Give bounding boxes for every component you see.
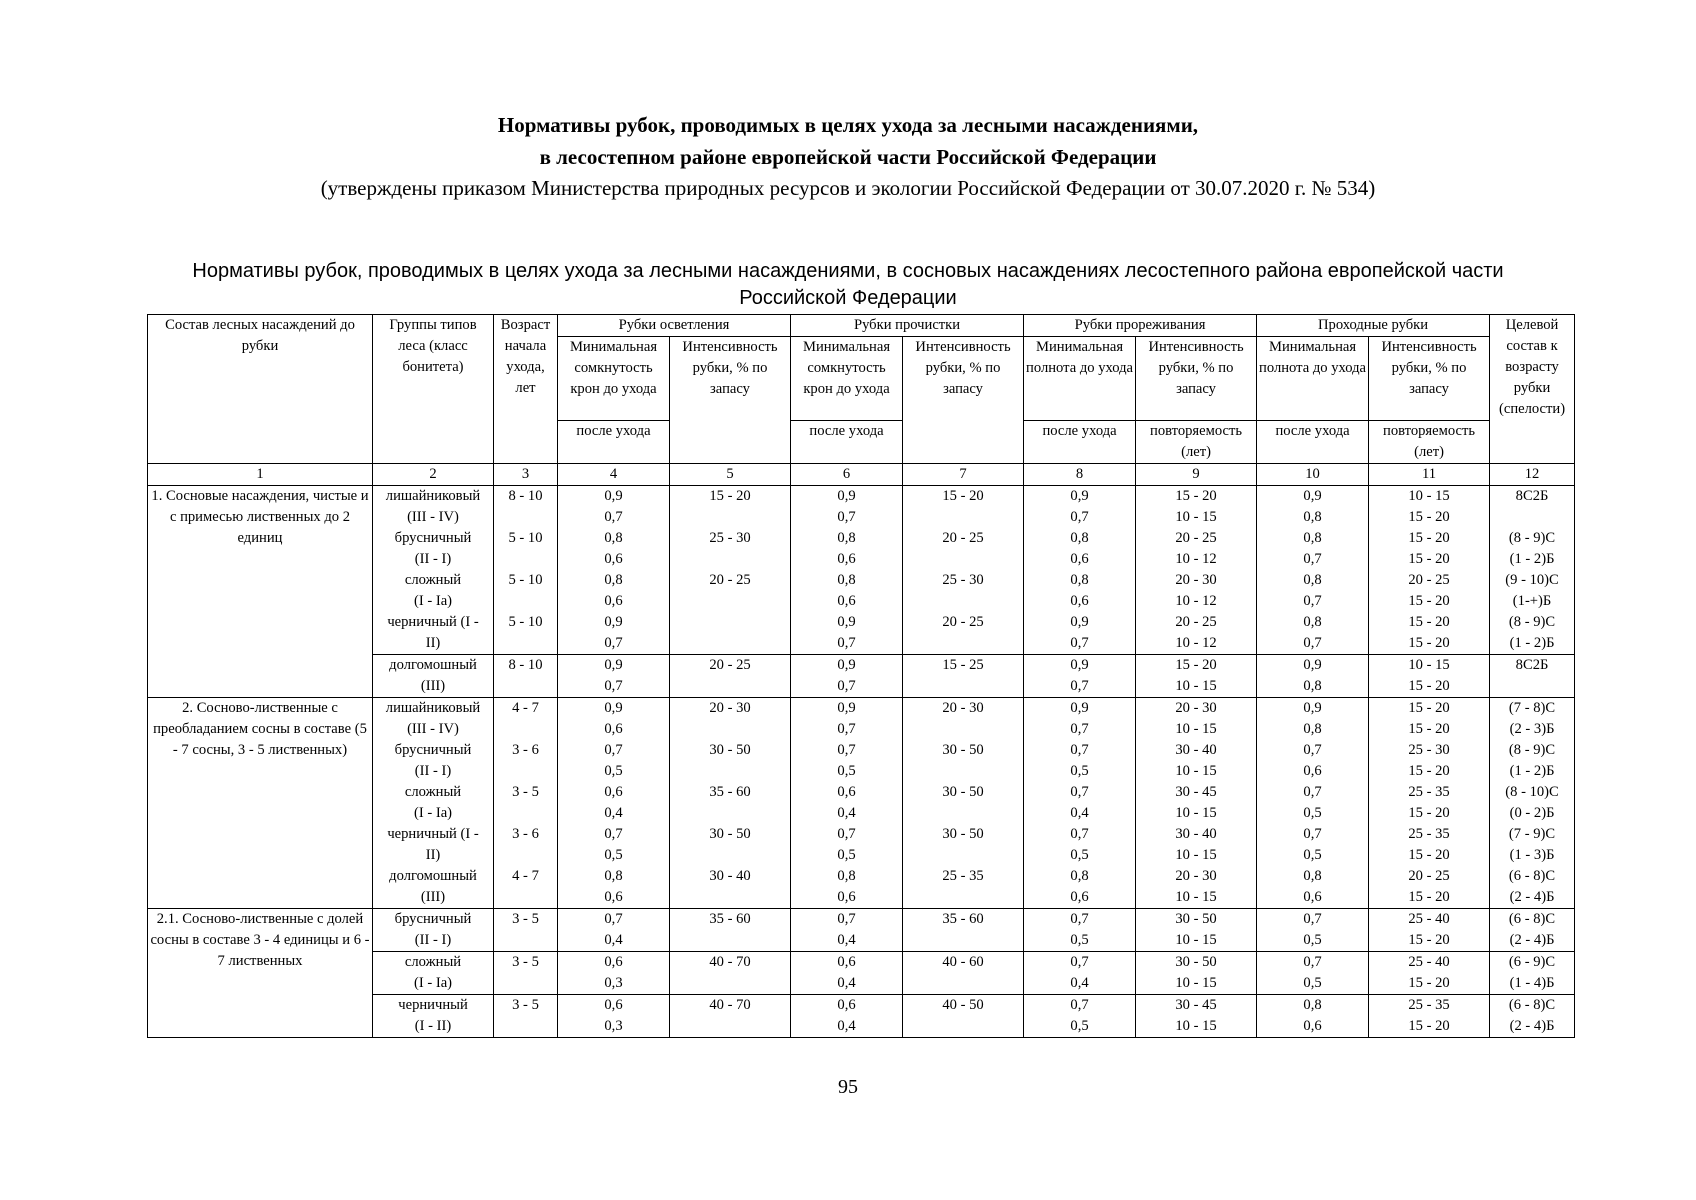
value-cell: 0,7 0,5 bbox=[1257, 909, 1369, 952]
target-cell: 8С2Б bbox=[1490, 486, 1575, 529]
start-age-cell: 3 - 5 bbox=[494, 995, 558, 1038]
value-cell: 0,8 0,6 bbox=[791, 528, 903, 570]
value-cell: 0,8 0,6 bbox=[1024, 570, 1136, 612]
column-number: 12 bbox=[1490, 464, 1575, 486]
value-cell: 0,6 0,4 bbox=[791, 952, 903, 995]
value-cell: 0,7 0,4 bbox=[1024, 952, 1136, 995]
target-cell: (9 - 10)С (1-+)Б bbox=[1490, 570, 1575, 612]
column-number: 9 bbox=[1136, 464, 1257, 486]
header-composition: Состав лесных насаждений до рубки bbox=[148, 315, 373, 464]
value-cell: 15 - 20 bbox=[903, 486, 1024, 529]
value-cell: 0,7 0,5 bbox=[1024, 909, 1136, 952]
composition-cell: 2.1. Сосново-лиственные с долей сосны в составе 3 - 4 единицы и 6 - 7 лиственных bbox=[148, 909, 373, 1038]
value-cell: 0,9 0,8 0,7 0,6 0,7 0,5 0,7 0,5 0,8 0,6 bbox=[1257, 698, 1369, 909]
forest-type-cell: брусничный (II - I) bbox=[373, 528, 494, 570]
header-min-density-prorezh: Минимальная полнота до ухода bbox=[1024, 337, 1136, 421]
target-cell: (6 - 8)С (2 - 4)Б bbox=[1490, 995, 1575, 1038]
header-after-prokh: после ухода bbox=[1257, 421, 1369, 464]
value-cell: 0,9 0,7 bbox=[791, 612, 903, 655]
header-min-crowns-pro: Минимальная сомкнутость крон до ухода bbox=[791, 337, 903, 421]
header-group-prorezhivanie: Рубки прореживания bbox=[1024, 315, 1257, 337]
value-cell: 15 - 20 15 - 20 bbox=[1369, 612, 1490, 655]
value-cell: 20 - 30 30 - 50 35 - 60 30 - 50 30 - 40 bbox=[670, 698, 791, 909]
value-cell: 0,8 0,6 bbox=[791, 570, 903, 612]
column-number: 4 bbox=[558, 464, 670, 486]
value-cell: 0,9 0,8 bbox=[1257, 655, 1369, 698]
value-cell: 30 - 50 10 - 15 bbox=[1136, 952, 1257, 995]
header-repeat-prorezh: повторяемость (лет) bbox=[1136, 421, 1257, 464]
value-cell: 0,7 0,4 bbox=[791, 909, 903, 952]
start-age-cell: 8 - 10 bbox=[494, 486, 558, 529]
header-min-crowns-osv: Минимальная сомкнутость крон до ухода bbox=[558, 337, 670, 421]
header-after-prorezh: после ухода bbox=[1024, 421, 1136, 464]
header-intensity-prorezh: Интенсивность рубки, % по запасу bbox=[1136, 337, 1257, 421]
column-number: 7 bbox=[903, 464, 1024, 486]
header-repeat-prokh: повторяемость (лет) bbox=[1369, 421, 1490, 464]
value-cell: 20 - 30 10 - 15 30 - 40 10 - 15 30 - 45 10 - 15 30 - 40 10 - 15 20 - 30 10 - 15 bbox=[1136, 698, 1257, 909]
page-number: 95 bbox=[838, 1076, 858, 1098]
value-cell: 0,9 0,7 bbox=[791, 486, 903, 529]
value-cell: 0,9 0,7 bbox=[1024, 486, 1136, 529]
value-cell: 40 - 70 bbox=[670, 995, 791, 1038]
start-age-cell: 3 - 5 bbox=[494, 909, 558, 952]
value-cell: 10 - 15 15 - 20 bbox=[1369, 655, 1490, 698]
value-cell: 25 - 30 bbox=[670, 528, 791, 570]
start-age-cell: 5 - 10 bbox=[494, 570, 558, 612]
document-title-line1: Нормативы рубок, проводимых в целях ухода за лесными насаждениями, bbox=[497, 113, 1199, 137]
value-cell: 0,7 0,4 bbox=[558, 909, 670, 952]
value-cell: 0,8 0,7 bbox=[1257, 570, 1369, 612]
header-after-pro: после ухода bbox=[791, 421, 903, 464]
start-age-cell: 5 - 10 bbox=[494, 612, 558, 655]
value-cell: 0,6 0,3 bbox=[558, 952, 670, 995]
value-cell: 15 - 20 15 - 20 25 - 30 15 - 20 25 - 35 15 - 20 25 - 35 15 - 20 20 - 25 15 - 20 bbox=[1369, 698, 1490, 909]
value-cell: 0,8 0,7 bbox=[1257, 612, 1369, 655]
value-cell: 20 - 25 15 - 20 bbox=[1369, 570, 1490, 612]
header-after-osv: после ухода bbox=[558, 421, 670, 464]
forest-type-cell: сложный (I - Ia) bbox=[373, 952, 494, 995]
value-cell: 0,6 0,3 bbox=[558, 995, 670, 1038]
value-cell: 0,9 0,7 0,7 0,5 0,6 0,4 0,7 0,5 0,8 0,6 bbox=[791, 698, 903, 909]
header-min-density-prokh: Минимальная полнота до ухода bbox=[1257, 337, 1369, 421]
column-number: 5 bbox=[670, 464, 791, 486]
value-cell: 35 - 60 bbox=[670, 909, 791, 952]
header-start-age: Возраст начала ухода, лет bbox=[494, 315, 558, 464]
value-cell: 20 - 30 30 - 50 30 - 50 30 - 50 25 - 35 bbox=[903, 698, 1024, 909]
column-number: 6 bbox=[791, 464, 903, 486]
value-cell: 0,9 0,7 bbox=[791, 655, 903, 698]
forest-type-cell: лишайниковый (III - IV) брусничный (II - I) сложный (I - Ia) черничный (I - II) долгомошный (III) bbox=[373, 698, 494, 909]
value-cell: 0,8 0,6 bbox=[1257, 995, 1369, 1038]
header-target-composition: Целевой состав к возрасту рубки (спелости) bbox=[1490, 315, 1575, 464]
header-group-prokhodnye: Проходные рубки bbox=[1257, 315, 1490, 337]
target-cell: 8С2Б bbox=[1490, 655, 1575, 698]
header-forest-type: Группы типов леса (класс бонитета) bbox=[373, 315, 494, 464]
value-cell: 15 - 25 bbox=[903, 655, 1024, 698]
column-number: 2 bbox=[373, 464, 494, 486]
value-cell: 25 - 35 15 - 20 bbox=[1369, 995, 1490, 1038]
target-cell: (6 - 9)С (1 - 4)Б bbox=[1490, 952, 1575, 995]
forest-type-cell: сложный (I - Ia) bbox=[373, 570, 494, 612]
table-row bbox=[148, 698, 1575, 909]
value-cell: 0,9 0,7 bbox=[558, 655, 670, 698]
header-intensity-prokh: Интенсивность рубки, % по запасу bbox=[1369, 337, 1490, 421]
value-cell: 0,8 0,6 bbox=[1024, 528, 1136, 570]
start-age-cell: 4 - 7 3 - 6 3 - 5 3 - 6 4 - 7 bbox=[494, 698, 558, 909]
value-cell: 0,9 0,7 bbox=[1024, 612, 1136, 655]
norms-table bbox=[147, 314, 1575, 1038]
value-cell: 25 - 40 15 - 20 bbox=[1369, 909, 1490, 952]
value-cell: 10 - 15 15 - 20 bbox=[1369, 486, 1490, 529]
value-cell: 30 - 45 10 - 15 bbox=[1136, 995, 1257, 1038]
column-number: 10 bbox=[1257, 464, 1369, 486]
forest-type-cell: лишайниковый (III - IV) bbox=[373, 486, 494, 529]
column-number: 3 bbox=[494, 464, 558, 486]
document-title-line2: в лесостепном районе европейской части Российской Федерации bbox=[539, 145, 1157, 169]
column-number: 11 bbox=[1369, 464, 1490, 486]
header-group-osvetlenie: Рубки осветления bbox=[558, 315, 791, 337]
value-cell: 0,9 0,7 0,7 0,5 0,7 0,4 0,7 0,5 0,8 0,6 bbox=[1024, 698, 1136, 909]
table-row bbox=[148, 486, 1575, 529]
composition-cell: 1. Сосновые насаждения, чистые и с примесью лиственных до 2 единиц bbox=[148, 486, 373, 698]
header-group-prochistka: Рубки прочистки bbox=[791, 315, 1024, 337]
value-cell: 20 - 25 10 - 12 bbox=[1136, 528, 1257, 570]
target-cell: (8 - 9)С (1 - 2)Б bbox=[1490, 612, 1575, 655]
target-cell: (7 - 8)С (2 - 3)Б (8 - 9)С (1 - 2)Б (8 - 10)С (0 - 2)Б (7 - 9)С (1 - 3)Б (6 - 8)С (2 - 4)Б bbox=[1490, 698, 1575, 909]
column-number: 1 bbox=[148, 464, 373, 486]
value-cell: 15 - 20 15 - 20 bbox=[1369, 528, 1490, 570]
document-title-line3: (утверждены приказом Министерства природных ресурсов и экологии Российской Федерации от 30.07.2020 г. № 534) bbox=[320, 176, 1376, 200]
value-cell: 15 - 20 bbox=[670, 486, 791, 529]
value-cell: 15 - 20 10 - 15 bbox=[1136, 655, 1257, 698]
header-intensity-pro: Интенсивность рубки, % по запасу bbox=[903, 337, 1024, 464]
value-cell: 0,8 0,7 bbox=[1257, 528, 1369, 570]
target-cell: (8 - 9)С (1 - 2)Б bbox=[1490, 528, 1575, 570]
value-cell: 0,9 0,6 0,7 0,5 0,6 0,4 0,7 0,5 0,8 0,6 bbox=[558, 698, 670, 909]
value-cell: 40 - 70 bbox=[670, 952, 791, 995]
value-cell: 20 - 25 bbox=[670, 570, 791, 612]
forest-type-cell: черничный (I - II) bbox=[373, 612, 494, 655]
value-cell: 20 - 25 bbox=[903, 612, 1024, 655]
composition-cell: 2. Сосново-лиственные с преобладанием сосны в составе (5 - 7 сосны, 3 - 5 лиственных) bbox=[148, 698, 373, 909]
forest-type-cell: долгомошный (III) bbox=[373, 655, 494, 698]
value-cell: 0,9 0,7 bbox=[558, 486, 670, 529]
start-age-cell: 8 - 10 bbox=[494, 655, 558, 698]
start-age-cell: 5 - 10 bbox=[494, 528, 558, 570]
value-cell: 25 - 30 bbox=[903, 570, 1024, 612]
header-intensity-osv: Интенсивность рубки, % по запасу bbox=[670, 337, 791, 464]
value-cell: 0,8 0,6 bbox=[558, 570, 670, 612]
value-cell: 20 - 25 bbox=[903, 528, 1024, 570]
forest-type-cell: брусничный (II - I) bbox=[373, 909, 494, 952]
value-cell: 0,9 0,8 bbox=[1257, 486, 1369, 529]
value-cell: 25 - 40 15 - 20 bbox=[1369, 952, 1490, 995]
column-number: 8 bbox=[1024, 464, 1136, 486]
value-cell: 30 - 50 10 - 15 bbox=[1136, 909, 1257, 952]
value-cell bbox=[670, 612, 791, 655]
value-cell: 40 - 60 bbox=[903, 952, 1024, 995]
value-cell: 0,7 0,5 bbox=[1257, 952, 1369, 995]
value-cell: 0,7 0,5 bbox=[1024, 995, 1136, 1038]
value-cell: 0,6 0,4 bbox=[791, 995, 903, 1038]
value-cell: 35 - 60 bbox=[903, 909, 1024, 952]
forest-type-cell: черничный (I - II) bbox=[373, 995, 494, 1038]
value-cell: 0,8 0,6 bbox=[558, 528, 670, 570]
table-title: Нормативы рубок, проводимых в целях ухода за лесными насаждениями, в сосновых насаждениях лесостепного района европейской части Российской Федерации bbox=[192, 260, 1504, 309]
value-cell: 0,9 0,7 bbox=[558, 612, 670, 655]
table-row bbox=[148, 909, 1575, 952]
start-age-cell: 3 - 5 bbox=[494, 952, 558, 995]
value-cell: 20 - 25 10 - 12 bbox=[1136, 612, 1257, 655]
target-cell: (6 - 8)С (2 - 4)Б bbox=[1490, 909, 1575, 952]
value-cell: 20 - 30 10 - 12 bbox=[1136, 570, 1257, 612]
value-cell: 20 - 25 bbox=[670, 655, 791, 698]
value-cell: 0,9 0,7 bbox=[1024, 655, 1136, 698]
value-cell: 40 - 50 bbox=[903, 995, 1024, 1038]
value-cell: 15 - 20 10 - 15 bbox=[1136, 486, 1257, 529]
